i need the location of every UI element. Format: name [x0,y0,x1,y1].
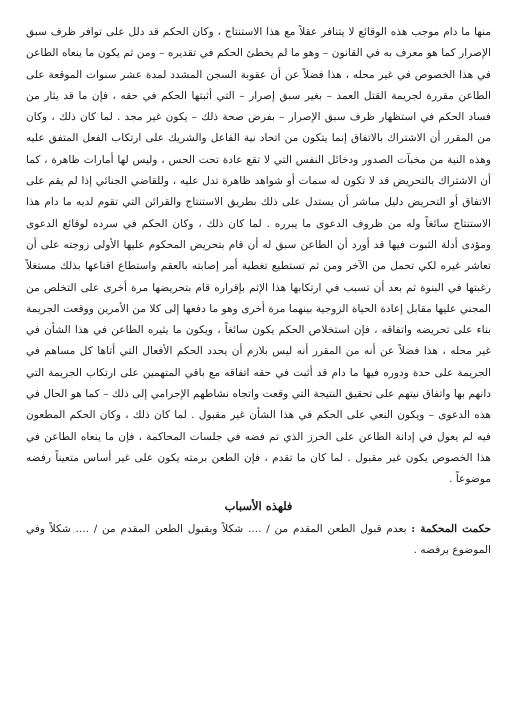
section-heading: فلهذه الأسباب [224,498,293,513]
ruling-paragraph [26,519,491,562]
ruling-label: حكمت المحكمة : [411,522,491,535]
reasoning-paragraph: منها ما دام موجب هذه الوقائع لا يتنافر عقلاً مع هذا الاستنتاج ، وكان الحكم قد دلل على توافر ظرف سبق الإصرار كما هو معرف به في القانون – وهو ما لم يخطئ الحكم في تقديره – ومن ثم يكون ما ينعاه الطاعن في هذا الخصوص في غير محله ، هذا فضلاً عن أن عقوبة السجن المشدد لمدة عشر سنوات الموقعة على الطاعن مقررة لجريمة القتل العمد – بغير سبق إصرار – التي أثبتها الحكم في حقه ، فإن ما قد يثار من فساد الحكم في استظهار ظرف سبق الإصرار – بفرض صحة ذلك – يكون غير مجد . لما كان ذلك ، وكان من المقرر أن الاشتراك بالاتفاق إنما يتكون من اتحاد نية الفاعل والشريك على ارتكاب الفعل المتفق عليه وهذه النية من مخبآت الصدور ودخائل النفس التي لا تقع عادة تحت الحس ، وليس لها أمارات ظاهرة ، كما أن الاشتراك بالتحريض قد لا تكون له سمات أو شواهد ظاهرة تدل عليه ، وللقاضي الجنائي إذا لم يقم على الاتفاق أو التحريض دليل مباشر أن يستدل على ذلك بطريق الاستنتاج والقرائن التي تقوم لديه ما دام هذا الاستنتاج سائغاً وله من ظروف الدعوى ما يبرره . لما كان ذلك ، وكان الحكم في سرده لوقائع الدعوى ومؤدى أدلة الثبوت فيها قد أورد أن الطاعن سبق له أن قام بتحريض المحكوم عليها الأولى زوجته على أن تعاشر غيره لكي تحمل من الآخر ومن ثم تستطيع تغطية أمر إصابته بالعقم واستطاع اقناعها بذلك مستغلاً رغبتها في البنوة ثم بعد أن تسبب في ارتكابها هذا الإثم بإقراره قام بتحريضها مرة أخرى على التخلص من المجني عليها مقابل إعادة الحياة الزوجية بينهما مرة أخرى وهو ما دفعها إلى كلا من الأمرين ووقعت الجريمة بناء على تحريضه واتفاقه ، فإن استخلاص الحكم يكون سائغاً ، ويكون ما يثيره الطاعن في هذا الشأن في غير محله ، هذا فضلاً عن أنه من المقرر أنه ليس بلازم أن يحدد الحكم الأفعال التي أتاها كل مساهم في الجريمة على حدة ودوره فيها ما دام قد أثبت في حقه اتفاقه مع باقي المتهمين على ارتكاب الجريمة التي دانهم بها واتفاق نيتهم على تحقيق النتيجة التي وقعت واتجاه نشاطهم الإجرامي إلى ذلك – كما هو الحال في هذه الدعوى – ويكون النعي على الحكم في هذا الشأن غير مقبول . لما كان ذلك ، وكان الحكم المطعون فيه لم يعول في إدانة الطاعن على الحرز الذي تم فضه في جلسات المحاكمة ، فإن ما ينعاه الطاعن في هذا الخصوص يكون غير مقبول . لما كان ما تقدم ، فإن الطعن برمته يكون على غير أساس متعيناً رفضه موضوعاً . [26,26,491,486]
ruling-text: بعدم قبول الطعن المقدم من / .... شكلاً وبقبول الطعن المقدم من / .... شكلاً وفي الموضوع برفضه . [26,522,491,556]
